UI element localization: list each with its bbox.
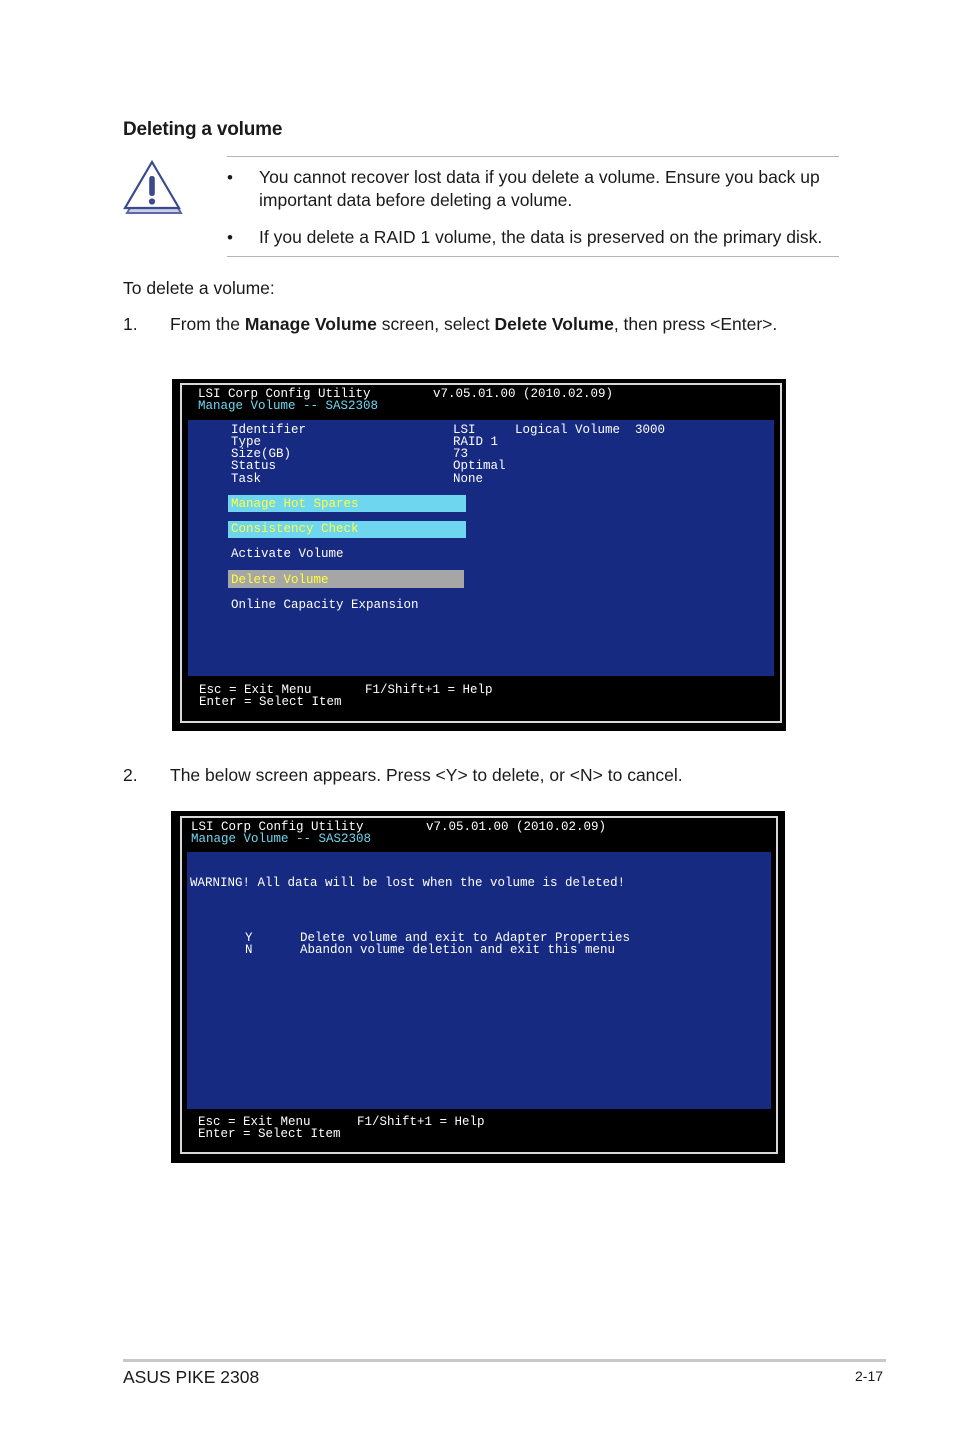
step-1-text [170,314,777,335]
option-desc-n: Abandon volume deletion and exit this menu [300,943,616,957]
bios-content-area [187,852,771,1109]
step-1-manage-volume: Manage Volume [244,314,377,334]
prop-label-size: Size(GB) [231,447,292,461]
prop-label-task: Task [231,472,262,486]
warning-triangle-icon [122,158,184,216]
prop-label-type: Type [231,435,262,449]
prop-value-task: None [453,472,484,486]
step-1-number: 1. [123,314,138,334]
bios-screen-manage-volume [172,379,786,731]
step-2-number: 2. [123,765,138,785]
step-1-delete-volume: Delete Volume [494,314,614,334]
step-1-text-c: , then press <Enter>. [613,314,778,334]
bios-subtitle: Manage Volume -- SAS2308 [198,399,379,413]
option-key-n[interactable]: N [245,943,253,957]
prop-value-size: 73 [453,447,469,461]
step-1-text-a: From the [170,314,245,334]
bios-title: LSI Corp Config Utility [191,820,364,834]
intro-text: To delete a volume: [123,278,275,298]
section-title: Deleting a volume [123,119,283,140]
caution-bullet-1: • [227,168,233,187]
prop-value-logical-volume: Logical Volume 3000 [515,423,666,437]
step-2-text: The below screen appears. Press <Y> to delete, or <N> to cancel. [170,765,683,785]
bios-footer-help: F1/Shift+1 = Help [365,683,493,697]
option-key-y[interactable]: Y [245,931,253,945]
bios-footer-help: F1/Shift+1 = Help [357,1115,485,1129]
prop-value-identifier: LSI [453,423,476,437]
bios-footer-esc: Esc = Exit Menu [198,1115,311,1129]
menu-item-delete-volume[interactable]: Delete Volume [231,573,329,587]
prop-label-status: Status [231,459,277,473]
bios-title: LSI Corp Config Utility [198,387,371,401]
prop-label-identifier: Identifier [231,423,307,437]
step-1-text-b: screen, select [376,314,495,334]
bios-screen-delete-confirm [171,811,785,1163]
prop-value-status: Optimal [453,459,506,473]
caution-note-2: If you delete a RAID 1 volume, the data is preserved on the primary disk. [259,227,823,247]
bios-footer-esc: Esc = Exit Menu [199,683,312,697]
footer-page-number: 2-17 [855,1368,884,1384]
bios-version: v7.05.01.00 (2010.02.09) [426,820,607,834]
menu-item-online-capacity-expansion[interactable]: Online Capacity Expansion [231,598,419,612]
caution-note-1: You cannot recover lost data if you delete a volume. Ensure you back up important data before deleting a volume. [259,167,820,210]
caution-bullet-2: • [227,228,233,247]
bios-footer-enter: Enter = Select Item [199,695,342,709]
warning-message: WARNING! All data will be lost when the volume is deleted! [190,876,626,890]
option-desc-y: Delete volume and exit to Adapter Properties [300,931,631,945]
menu-item-consistency-check[interactable]: Consistency Check [231,522,359,536]
menu-item-manage-hot-spares[interactable]: Manage Hot Spares [231,497,359,511]
prop-value-type: RAID 1 [453,435,499,449]
menu-item-activate-volume[interactable]: Activate Volume [231,547,344,561]
footer-rule [123,1359,886,1362]
caution-top-rule [227,156,839,157]
bios-subtitle: Manage Volume -- SAS2308 [191,832,372,846]
caution-bottom-rule [227,256,839,257]
footer-product-name: ASUS PIKE 2308 [123,1367,260,1387]
bios-version: v7.05.01.00 (2010.02.09) [433,387,614,401]
bios-footer-enter: Enter = Select Item [198,1127,341,1141]
